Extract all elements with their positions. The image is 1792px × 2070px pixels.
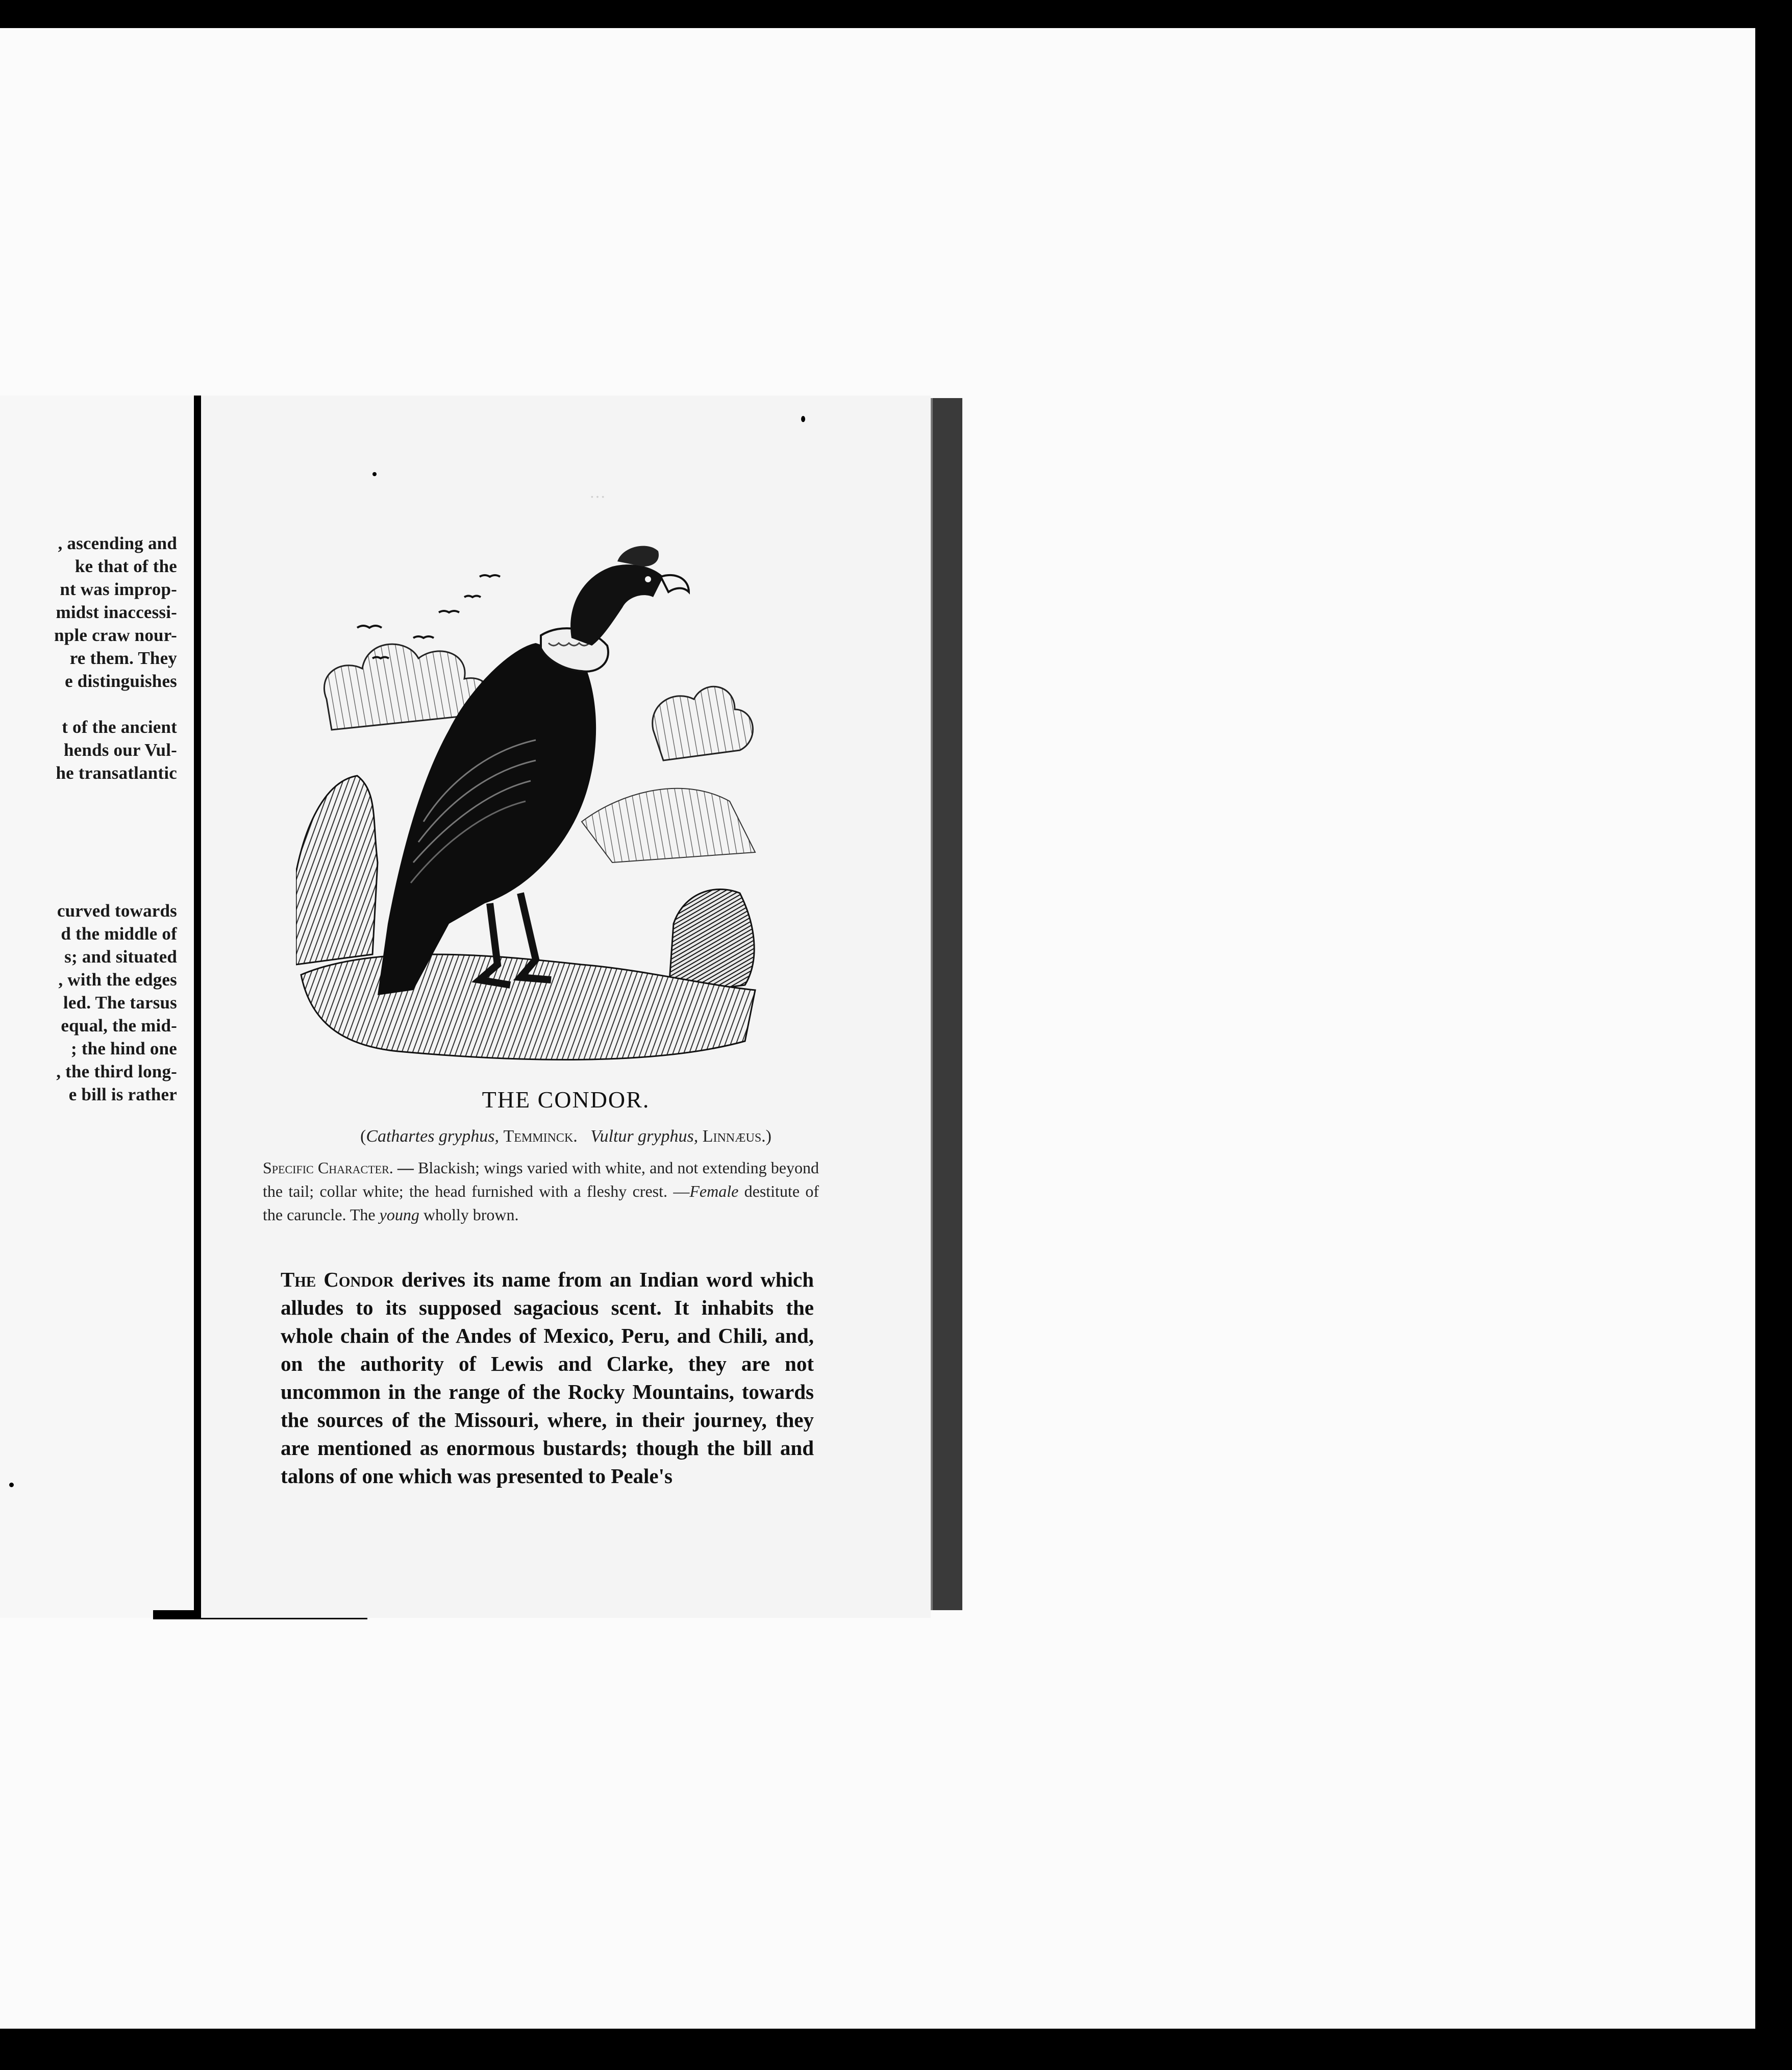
running-head: ··· <box>589 487 606 506</box>
book-gutter <box>194 396 201 1618</box>
synonym-name: Vultur gryphus, <box>590 1127 699 1146</box>
scan-border <box>1755 0 1792 2070</box>
lead-words: The Condor <box>281 1268 394 1291</box>
left-line: t of the ancient <box>62 717 177 737</box>
left-line: curved towards <box>57 901 177 921</box>
specific-character-text: wholly brown. <box>423 1205 519 1224</box>
specific-character-text: destitute of the caruncle. The <box>263 1182 819 1224</box>
left-line: nt was improp- <box>60 579 177 599</box>
left-line: equal, the mid- <box>61 1016 177 1036</box>
left-line: , ascending and <box>58 533 177 553</box>
body-paragraph <box>281 1266 814 1490</box>
dash: — <box>397 1159 414 1177</box>
young-label: young <box>379 1205 419 1224</box>
left-line: d the middle of <box>61 924 177 944</box>
left-line: s; and situated <box>64 947 177 967</box>
specific-character-text: Blackish; wings varied with white, and not extending beyond the tail; collar white; the head furnished with a fleshy crest. <box>263 1159 819 1200</box>
synonym-author: Temminck. <box>503 1127 578 1146</box>
left-line: ke that of the <box>74 556 177 576</box>
left-line: , the third long- <box>56 1062 177 1081</box>
left-line: nple craw nour- <box>54 625 177 645</box>
article-title: THE CONDOR. <box>482 1087 650 1113</box>
left-line: hends our Vul- <box>64 740 177 760</box>
female-label: Female <box>689 1182 739 1200</box>
synonym-author: Linnæus. <box>702 1127 766 1146</box>
left-line: ; the hind one <box>71 1039 177 1058</box>
left-line: midst inaccessi- <box>56 602 177 622</box>
scan-speck <box>372 472 377 476</box>
paragraph-text: derives its name from an Indian word which alludes to its supposed sagacious scent. It inhabits the whole chain of the Andes of Mexico, Peru, and Chili, and, on the authority of Lewis and Clarke, they are not uncommon in the range of the Rocky Mountains, towards the sources of the Missouri, where, in their journey, they are mentioned as enormous bustards; though the bill and talons of one which was presented to Peale's <box>281 1268 814 1488</box>
left-line: , with the edges <box>58 970 177 990</box>
synonym-name: Cathartes gryphus, <box>366 1127 499 1146</box>
left-line: re them. They <box>69 648 177 668</box>
left-line: led. The tarsus <box>63 993 177 1013</box>
scan-speck <box>9 1483 14 1487</box>
left-line: he transatlantic <box>56 763 177 783</box>
scan-speck <box>969 10 978 19</box>
left-page <box>0 396 196 1618</box>
left-line: e bill is rather <box>68 1085 177 1104</box>
specific-character-label: Specific Character. <box>263 1159 393 1177</box>
specific-character <box>263 1156 819 1226</box>
condor-engraving <box>296 536 776 1072</box>
synonyms-line: (Cathartes gryphus, Temminck. Vultur gryphus, Linnæus.) <box>360 1127 771 1146</box>
page-edge <box>931 398 962 1610</box>
left-line: e distinguishes <box>65 671 177 691</box>
dash: — <box>673 1182 690 1200</box>
scan-speck <box>801 416 805 422</box>
